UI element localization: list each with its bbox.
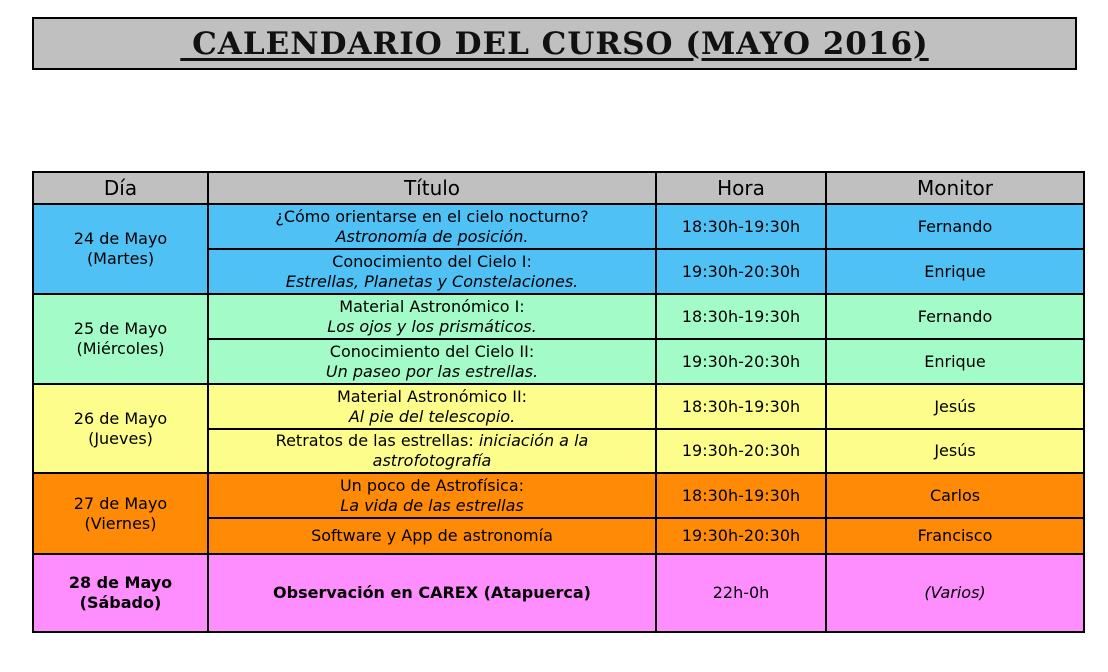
- session-monitor: Enrique: [826, 249, 1084, 294]
- session-title: Material Astronómico II:: [336, 386, 528, 406]
- session-title-cell: [208, 384, 656, 429]
- day-cell: [33, 473, 208, 554]
- schedule-table: [32, 171, 1085, 633]
- session-time: 18:30h-19:30h: [656, 294, 826, 339]
- day-cell: [33, 204, 208, 294]
- day-date: 27 de Mayo: [73, 493, 168, 513]
- header-dia: Día: [33, 172, 208, 204]
- session-subtitle: Al pie del telescopio.: [348, 406, 516, 426]
- session-title: Un poco de Astrofísica:: [339, 475, 525, 495]
- session-monitor: Fernando: [826, 294, 1084, 339]
- session-title-cell: [208, 294, 656, 339]
- session-title: Observación en CAREX (Atapuerca): [273, 583, 591, 602]
- session-subtitle: Astronomía de posición.: [335, 226, 529, 246]
- session-time: 18:30h-19:30h: [656, 384, 826, 429]
- session-subtitle: La vida de las estrellas: [340, 495, 524, 515]
- session-subtitle: astrofotografía: [372, 451, 492, 470]
- session-title: ¿Cómo orientarse en el cielo nocturno?: [275, 206, 589, 226]
- day-weekday: (Miércoles): [76, 339, 165, 358]
- session-time: 19:30h-20:30h: [656, 339, 826, 384]
- day-weekday: (Viernes): [84, 513, 157, 533]
- session-monitor: (Varios): [826, 554, 1084, 632]
- session-time: 18:30h-19:30h: [656, 204, 826, 249]
- table-row: [33, 294, 1084, 339]
- day-date: 24 de Mayo: [73, 229, 168, 248]
- session-title: Conocimiento del Cielo II:: [329, 341, 535, 361]
- session-subtitle: Estrellas, Planetas y Constelaciones.: [285, 271, 579, 291]
- session-title-cell: [208, 249, 656, 294]
- session-time: 19:30h-20:30h: [656, 249, 826, 294]
- session-monitor: Francisco: [826, 518, 1084, 554]
- table-row: [33, 554, 1084, 632]
- session-title: Material Astronómico I:: [339, 296, 525, 316]
- table-row: [33, 473, 1084, 518]
- table-row: [33, 384, 1084, 429]
- session-title: Software y App de astronomía: [311, 526, 553, 545]
- day-cell: [33, 294, 208, 384]
- header-titulo: Título: [208, 172, 656, 204]
- session-monitor: Fernando: [826, 204, 1084, 249]
- session-title-italic: iniciación a la: [478, 431, 589, 450]
- day-date: 25 de Mayo: [73, 319, 168, 338]
- session-title-cell: [208, 518, 656, 554]
- session-title-cell: [208, 339, 656, 384]
- session-title: Conocimiento del Cielo I:: [332, 251, 532, 271]
- day-cell: [33, 554, 208, 632]
- page-title: CALENDARIO DEL CURSO (MAYO 2016): [180, 25, 929, 62]
- session-subtitle: Los ojos y los prismáticos.: [327, 316, 537, 336]
- session-monitor: Carlos: [826, 473, 1084, 518]
- session-monitor: Jesús: [826, 384, 1084, 429]
- header-hora: Hora: [656, 172, 826, 204]
- session-title-cell: [208, 473, 656, 518]
- header-row: [33, 172, 1084, 204]
- session-time: 19:30h-20:30h: [656, 429, 826, 473]
- session-time: 22h-0h: [656, 554, 826, 632]
- session-time: 19:30h-20:30h: [656, 518, 826, 554]
- session-time: 18:30h-19:30h: [656, 473, 826, 518]
- session-title-cell: [208, 429, 656, 473]
- title-banner: [32, 17, 1077, 70]
- day-cell: [33, 384, 208, 473]
- session-title-cell: [208, 204, 656, 249]
- session-monitor: Jesús: [826, 429, 1084, 473]
- session-title: Retratos de las estrellas:: [275, 431, 479, 450]
- day-weekday: (Martes): [86, 249, 155, 268]
- day-date: 26 de Mayo: [73, 408, 168, 428]
- header-monitor: Monitor: [826, 172, 1084, 204]
- table-row: [33, 204, 1084, 249]
- session-subtitle: Un paseo por las estrellas.: [325, 361, 539, 381]
- day-weekday: (Sábado): [79, 593, 162, 612]
- session-monitor: Enrique: [826, 339, 1084, 384]
- day-weekday: (Jueves): [88, 428, 153, 448]
- day-date: 28 de Mayo: [68, 573, 173, 592]
- session-title-cell: [208, 554, 656, 632]
